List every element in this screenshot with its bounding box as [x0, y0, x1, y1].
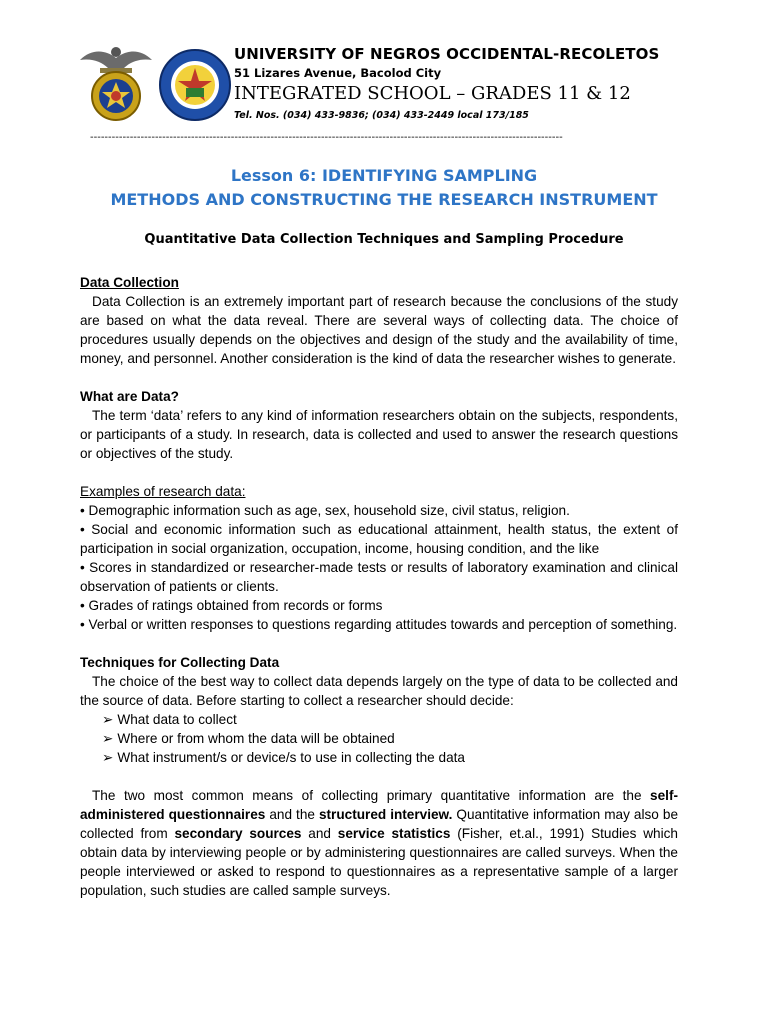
arrow-bullet-icon: ➢ — [102, 750, 114, 765]
section-heading-what-are-data: What are Data? — [80, 389, 179, 404]
examples-label: Examples of research data: — [80, 484, 246, 499]
integrated-school-seal — [158, 48, 232, 122]
lesson-title-line-1: Lesson 6: IDENTIFYING SAMPLING — [230, 166, 538, 185]
list-item: ➢ What instrument/s or device/s to use in collecting the data — [102, 750, 465, 765]
decision-list — [80, 710, 678, 767]
list-item: ➢ What data to collect — [102, 712, 237, 727]
section-heading-data-collection: Data Collection — [80, 275, 179, 290]
university-address: 51 Lizares Avenue, Bacolod City — [234, 66, 442, 80]
list-item: • Scores in standardized or researcher-made tests or results of laboratory examination and clinical observation of patients or clients. — [80, 560, 678, 594]
letterhead-text — [234, 44, 704, 126]
lesson-title — [84, 164, 684, 212]
paragraph-techniques: The choice of the best way to collect data depends largely on the type of data to be collected and the source of data. Before starting to collect a researcher should decide: — [80, 674, 678, 708]
letterhead — [78, 38, 698, 128]
arrow-bullet-icon: ➢ — [102, 712, 114, 727]
list-item: • Grades of ratings obtained from records or forms — [80, 598, 383, 613]
section-heading-techniques: Techniques for Collecting Data — [80, 655, 280, 670]
lesson-title-line-2: METHODS AND CONSTRUCTING THE RESEARCH INSTRUMENT — [110, 190, 658, 209]
list-item: ➢ Where or from whom the data will be obtained — [102, 731, 395, 746]
list-item: • Demographic information such as age, sex, household size, civil status, religion. — [80, 503, 570, 518]
paragraph-what-are-data: The term ‘data’ refers to any kind of information researchers obtain on the subjects, respondents, or participants of a study. In research, data is collected and used to answer the research questions or objectives of the study. — [80, 408, 678, 461]
lesson-subtitle: Quantitative Data Collection Techniques and Sampling Procedure — [144, 232, 624, 247]
telephone-numbers: Tel. Nos. (034) 433-9836; (034) 433-2449 local 173/185 — [234, 110, 529, 121]
list-item: • Verbal or written responses to questions regarding attitudes towards and perception of something. — [80, 617, 678, 632]
paragraph-collection-means: The two most common means of collecting primary quantitative information are the self-administered questionnaires and the structured interview. Quantitative information may also be collected from secondary sources and service statistics (Fisher, et.al., 1991) Studies which obtain data by interviewing people or by administering questionnaires are called surveys. When the people interviewed or asked to respond to questionnaires as a representative sample of a larger population, such studies are called sample surveys. — [80, 788, 679, 898]
university-name: UNIVERSITY OF NEGROS OCCIDENTAL-RECOLETOS — [234, 45, 660, 63]
list-item: • Social and economic information such as educational attainment, health status, the extent of participation in social organization, occupation, income, housing condition, and the like — [80, 522, 678, 556]
school-name: INTEGRATED SCHOOL – GRADES 11 & 12 — [234, 83, 631, 104]
document-body — [80, 273, 678, 900]
header-divider: ----------------------------------------------------------------------------------------------------------------------------------- — [90, 132, 563, 143]
paragraph-data-collection: Data Collection is an extremely important part of research because the conclusions of the study are based on what the data reveal. There are several ways of collecting data. The choice of procedures usually depends on the objectives and design of the study and the availability of time, money, and personnel. Another consideration is the kind of data the researcher wishes to generate. — [80, 294, 678, 366]
eagle-crest-logo — [78, 38, 154, 124]
arrow-bullet-icon: ➢ — [102, 731, 114, 746]
